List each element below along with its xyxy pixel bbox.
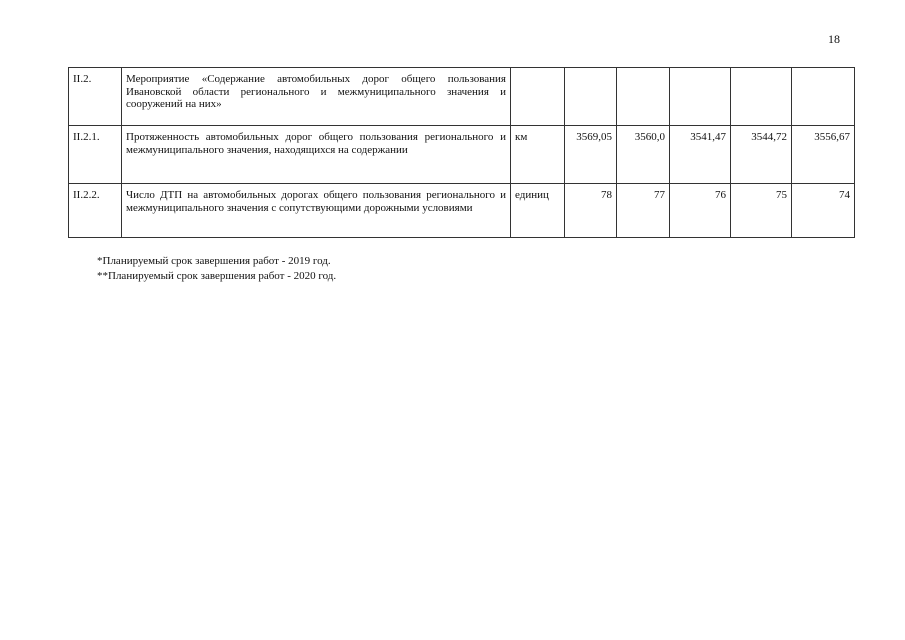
row-value: 3544,72 xyxy=(731,126,792,184)
row-value: 77 xyxy=(617,184,670,238)
footnotes xyxy=(97,254,336,284)
row-value: 75 xyxy=(731,184,792,238)
row-name: Мероприятие «Содержание автомобильных дорог общего пользования Ивановской области регионального и межмуниципального значения и сооружений на них» xyxy=(122,68,511,126)
row-value xyxy=(731,68,792,126)
row-unit: км xyxy=(511,126,565,184)
footnote: *Планируемый срок завершения работ - 2019 год. xyxy=(97,255,331,267)
row-value: 74 xyxy=(792,184,855,238)
row-value xyxy=(792,68,855,126)
row-value: 3541,47 xyxy=(670,126,731,184)
row-code: II.2.2. xyxy=(69,184,122,238)
row-code: II.2. xyxy=(69,68,122,126)
footnote: **Планируемый срок завершения работ - 2020 год. xyxy=(97,270,337,282)
row-unit xyxy=(511,68,565,126)
row-value xyxy=(565,68,617,126)
row-name: Протяженность автомобильных дорог общего пользования регионального и межмуниципального значения, находящихся на содержании xyxy=(122,126,511,184)
table-row xyxy=(69,126,855,184)
table-row xyxy=(69,68,855,126)
row-value xyxy=(617,68,670,126)
page-number: 18 xyxy=(828,32,840,46)
row-code: II.2.1. xyxy=(69,126,122,184)
row-value: 3569,05 xyxy=(565,126,617,184)
row-value xyxy=(670,68,731,126)
row-name: Число ДТП на автомобильных дорогах общего пользования регионального и межмуниципального значения с сопутствующими дорожными условиями xyxy=(122,184,511,238)
row-unit: единиц xyxy=(511,184,565,238)
row-value: 3560,0 xyxy=(617,126,670,184)
row-value: 78 xyxy=(565,184,617,238)
indicators-table xyxy=(68,67,855,238)
row-value: 3556,67 xyxy=(792,126,855,184)
table-row xyxy=(69,184,855,238)
row-value: 76 xyxy=(670,184,731,238)
